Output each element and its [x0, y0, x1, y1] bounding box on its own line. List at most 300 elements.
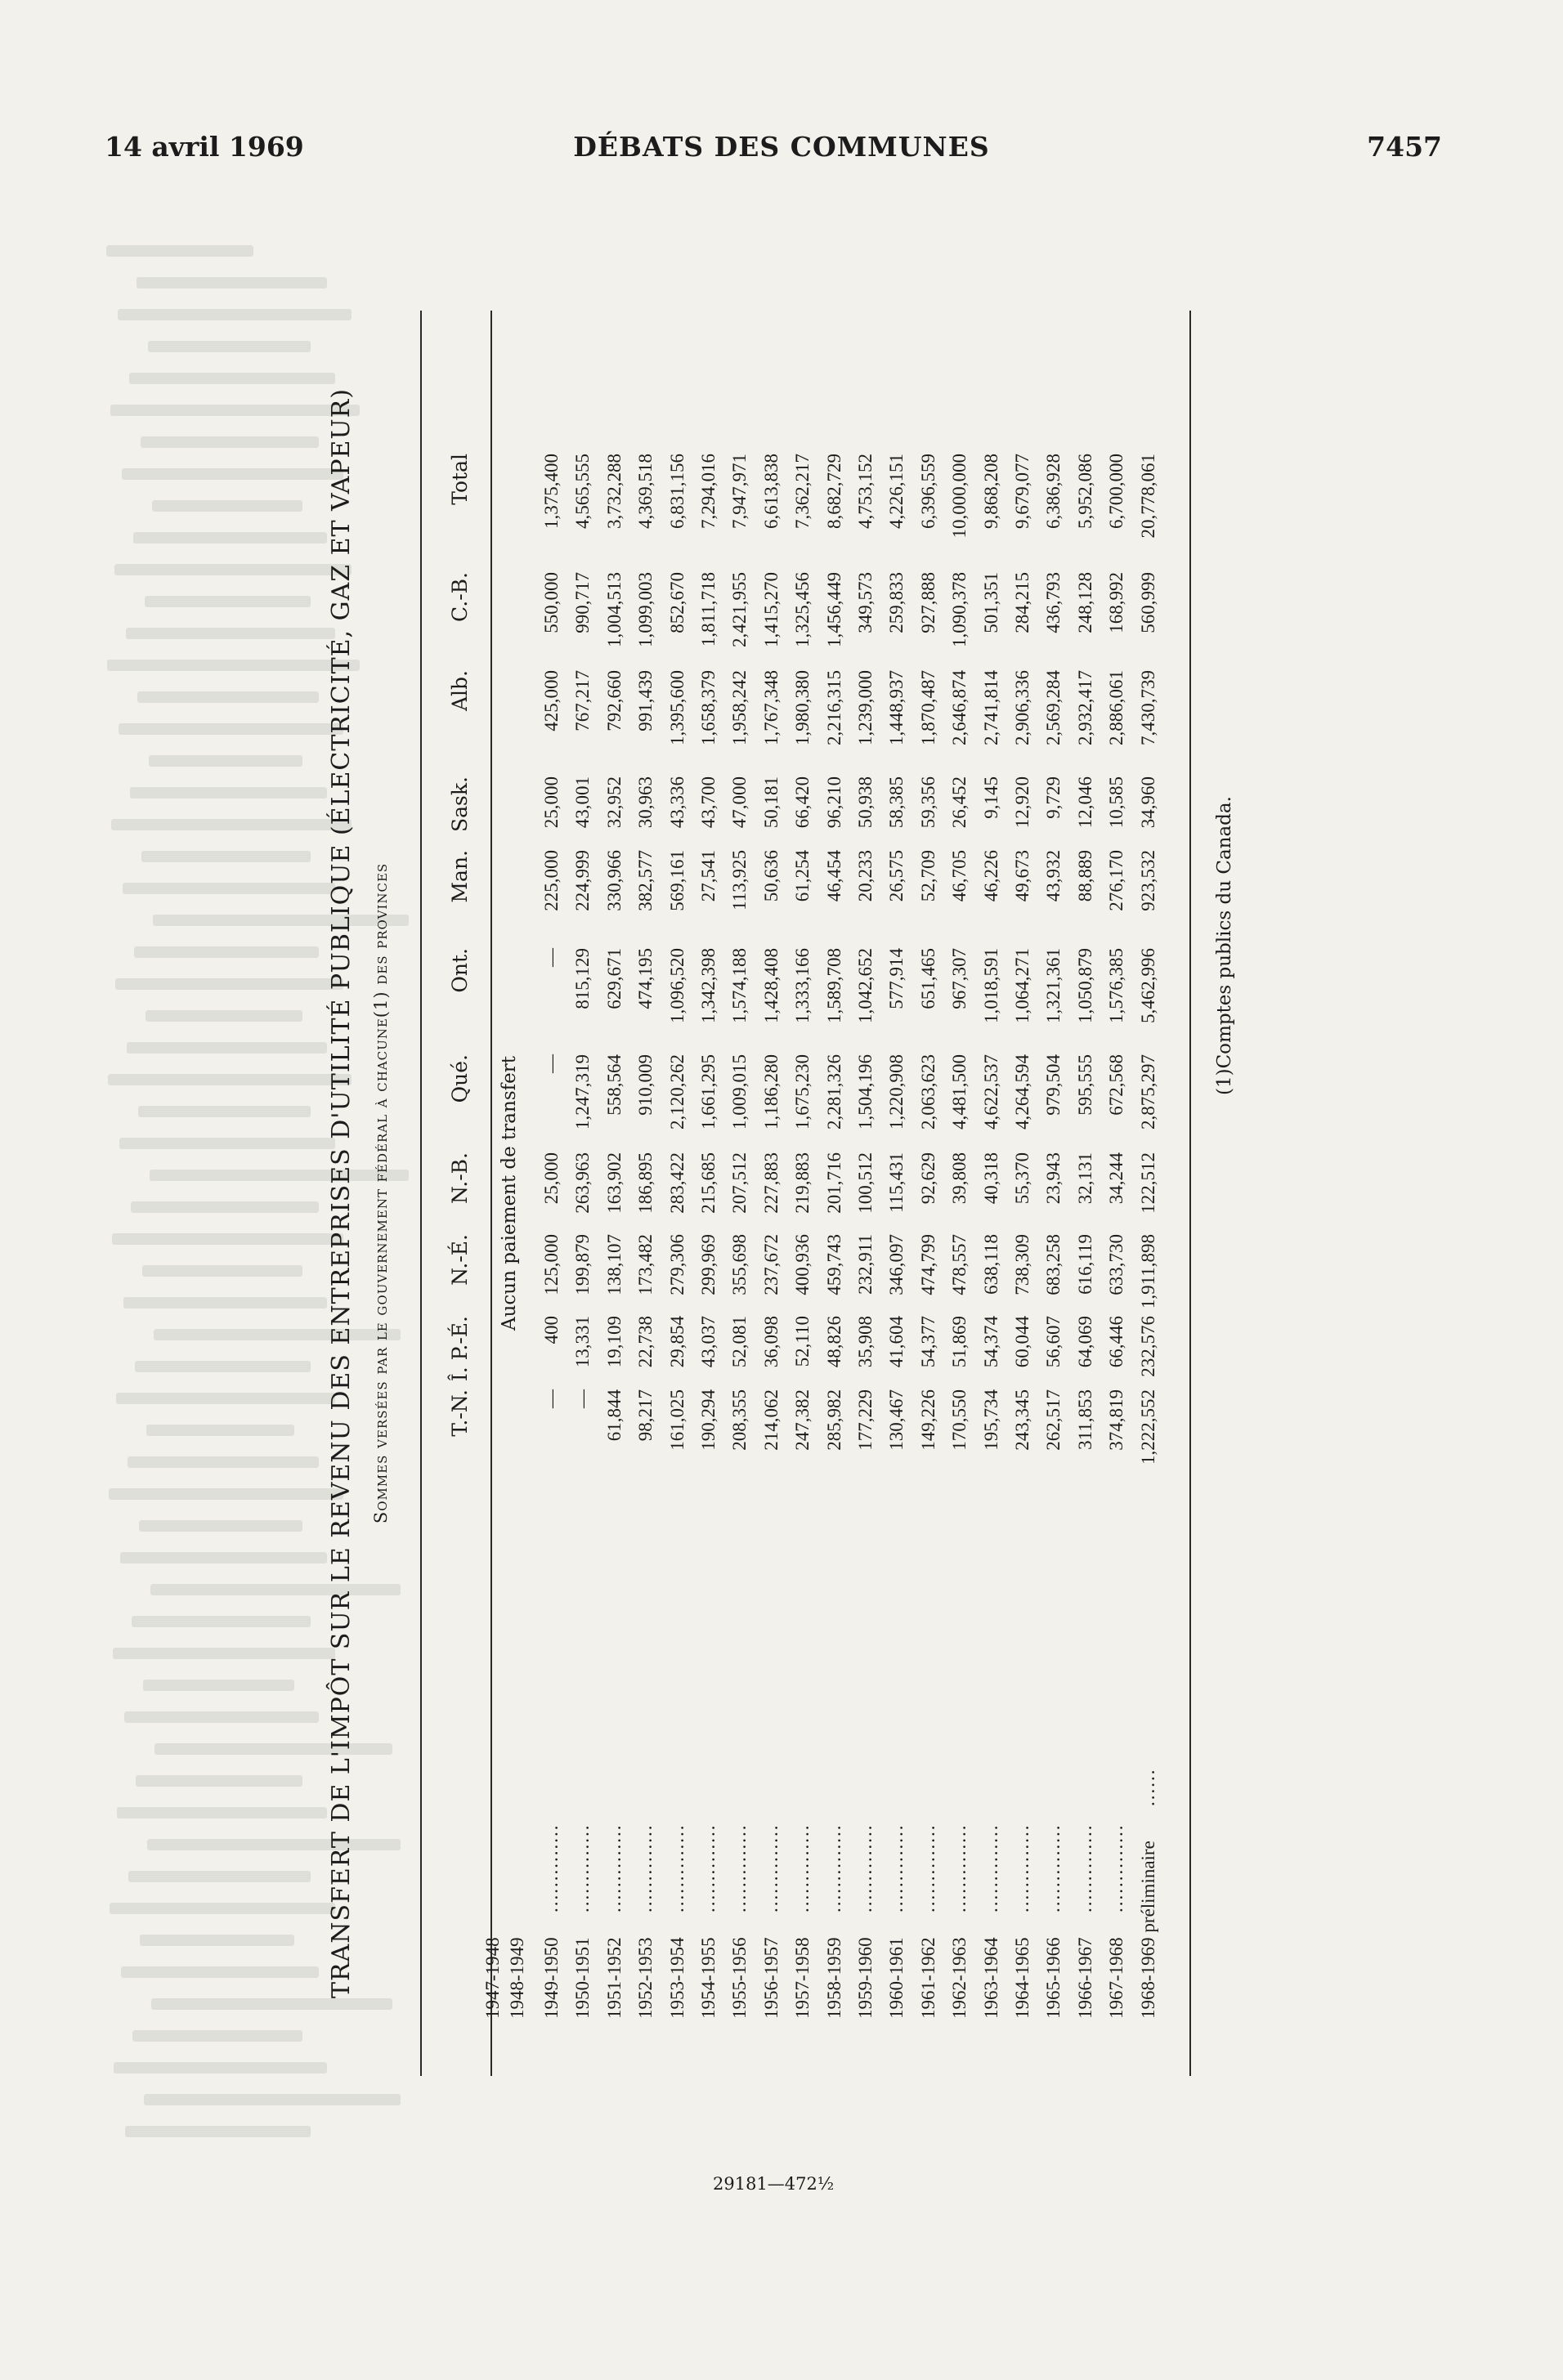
cell-value: 27,541 — [698, 850, 719, 902]
table-row — [761, 311, 789, 2076]
cell-value: 34,244 — [1106, 1152, 1127, 1205]
cell-value: 9,679,077 — [1012, 454, 1032, 529]
cell-value: 569,161 — [666, 850, 687, 911]
cell-value: 311,853 — [1074, 1389, 1095, 1450]
leader-dots: .............. — [666, 1823, 687, 1912]
cell-value: 46,454 — [823, 850, 844, 902]
cell-value: 1,767,348 — [760, 670, 782, 745]
cell-value: 1,220,908 — [886, 1054, 907, 1130]
cell-value: 195,734 — [980, 1389, 1001, 1451]
cell-value: 478,557 — [949, 1234, 970, 1295]
cell-value: 12,920 — [1012, 776, 1032, 829]
page-header — [0, 131, 1563, 180]
table-row — [981, 311, 1009, 2076]
cell-value: 279,306 — [666, 1234, 687, 1295]
cell-value: 991,439 — [635, 670, 656, 731]
cell-value: 6,700,000 — [1106, 454, 1127, 529]
cell-value: 285,982 — [823, 1389, 844, 1451]
table-row — [635, 311, 663, 2076]
cell-value: 299,969 — [698, 1234, 719, 1295]
rotated-table — [327, 311, 1251, 2076]
cell-value: 243,345 — [1012, 1389, 1032, 1451]
leader-dots: .............. — [823, 1823, 844, 1912]
cell-value: 2,281,326 — [823, 1054, 844, 1130]
table-row — [792, 311, 820, 2076]
cell-value: 979,504 — [1043, 1054, 1064, 1116]
cell-value: 330,966 — [603, 850, 625, 911]
table-row — [1075, 311, 1103, 2076]
cell-value: 2,120,262 — [666, 1054, 687, 1130]
table-row — [604, 311, 632, 2076]
cell-value: 2,932,417 — [1074, 670, 1095, 745]
cell-value: 61,844 — [603, 1389, 625, 1442]
cell-value: 20,778,061 — [1137, 454, 1158, 539]
table-row — [729, 311, 757, 2076]
cell-value: 237,672 — [760, 1234, 782, 1295]
cell-value: 638,118 — [980, 1234, 1001, 1295]
cell-value: 46,705 — [949, 850, 970, 902]
cell-value: 2,569,284 — [1043, 670, 1064, 745]
cell-value: 1,321,361 — [1043, 948, 1064, 1023]
cell-value: 1,576,385 — [1106, 948, 1127, 1023]
row-year: 1965-1966 — [1043, 1937, 1064, 2019]
cell-value: 52,110 — [792, 1316, 813, 1367]
cell-value: 1,099,003 — [635, 572, 656, 647]
cell-value: 501,351 — [980, 572, 1001, 633]
cell-value: 2,906,336 — [1012, 670, 1032, 745]
cell-value: 43,037 — [698, 1316, 719, 1368]
table-rule-top — [420, 311, 422, 2076]
cell-value: 227,883 — [760, 1152, 782, 1214]
cell-value: 2,646,874 — [949, 670, 970, 745]
cell-value: 1,325,456 — [792, 572, 813, 647]
cell-value: 558,564 — [603, 1054, 625, 1116]
row-year: 1968-1969 préliminaire — [1137, 1841, 1158, 2019]
leader-dots: .............. — [886, 1823, 907, 1912]
cell-value: 50,636 — [760, 850, 782, 902]
cell-value: 1,456,449 — [823, 572, 844, 647]
leader-dots: .............. — [1106, 1823, 1127, 1912]
cell-value: 1,911,898 — [1137, 1234, 1158, 1309]
cell-value: 30,963 — [635, 776, 656, 829]
cell-value: 629,671 — [603, 948, 625, 1009]
row-year: 1961-1962 — [917, 1937, 938, 2019]
cell-value: 32,131 — [1074, 1152, 1095, 1205]
cell-value: 910,009 — [635, 1054, 656, 1116]
cell-value: 5,462,996 — [1137, 948, 1158, 1023]
cell-value: 173,482 — [635, 1234, 656, 1295]
cell-value: 767,217 — [572, 670, 593, 731]
cell-value: 23,943 — [1043, 1152, 1064, 1205]
cell-value: 5,952,086 — [1074, 454, 1095, 529]
cell-value: 2,063,623 — [917, 1054, 938, 1130]
cell-value: 1,870,487 — [917, 670, 938, 745]
cell-value: 1,675,230 — [792, 1054, 813, 1130]
cell-value: 633,730 — [1106, 1234, 1127, 1295]
cell-value: 248,128 — [1074, 572, 1095, 633]
table-row — [667, 311, 695, 2076]
leader-dots: .............. — [729, 1823, 750, 1912]
row-year: 1950-1951 — [572, 1937, 593, 2019]
cell-value: 19,109 — [603, 1316, 625, 1368]
cell-value: 7,430,739 — [1137, 670, 1158, 745]
table-row — [572, 311, 600, 2076]
cell-value: 651,465 — [917, 948, 938, 1009]
cell-value: 113,925 — [729, 850, 750, 910]
cell-value: 577,914 — [886, 948, 907, 1009]
cell-value: 29,854 — [666, 1316, 687, 1368]
cell-value: 122,512 — [1137, 1152, 1158, 1214]
cell-value: 163,902 — [603, 1152, 625, 1214]
cell-value: 1,448,937 — [886, 670, 907, 745]
leader-dots: .............. — [541, 1823, 562, 1912]
cell-value: 130,467 — [886, 1389, 907, 1451]
cell-value: 3,732,288 — [603, 454, 625, 529]
table-row — [1043, 311, 1071, 2076]
cell-value: 10,585 — [1106, 776, 1127, 829]
cell-value: 1,333,166 — [792, 948, 813, 1023]
cell-value: 149,226 — [917, 1389, 938, 1451]
cell-value: 41,604 — [886, 1316, 907, 1368]
cell-value: 815,129 — [572, 948, 593, 1009]
cell-value: 1,395,600 — [666, 670, 687, 745]
cell-value: 66,420 — [792, 776, 813, 829]
cell-value: 39,808 — [949, 1152, 970, 1205]
cell-value: 40,318 — [980, 1152, 1001, 1205]
row-year: 1962-1963 — [949, 1937, 970, 2019]
header-title: DÉBATS DES COMMUNES — [573, 131, 990, 163]
cell-value: 852,670 — [666, 572, 687, 633]
cell-value: 374,819 — [1106, 1389, 1127, 1451]
table-row — [1012, 311, 1040, 2076]
leader-dots: .............. — [1012, 1823, 1032, 1912]
no-transfer-note: Aucun paiement de transfert — [499, 1056, 520, 1331]
cell-value: 4,622,537 — [980, 1054, 1001, 1130]
cell-value: 64,069 — [1074, 1316, 1095, 1368]
row-year: 1951-1952 — [603, 1937, 625, 2019]
table-row — [824, 311, 852, 2076]
cell-value: 247,382 — [792, 1389, 813, 1451]
cell-value: 51,869 — [949, 1316, 970, 1368]
cell-value: 1,247,319 — [572, 1054, 593, 1130]
cell-value: 1,239,000 — [855, 670, 876, 745]
cell-value: 60,044 — [1012, 1316, 1032, 1368]
leader-dots: .............. — [635, 1823, 656, 1912]
table-row — [886, 311, 914, 2076]
cell-value: 88,889 — [1074, 850, 1095, 902]
cell-value: 1,980,380 — [792, 670, 813, 745]
row-year: 1963-1964 — [980, 1937, 1001, 2019]
cell-value: 43,700 — [698, 776, 719, 829]
cell-value: 1,811,718 — [698, 572, 719, 647]
cell-value: 400 — [541, 1316, 562, 1344]
cell-value: 8,682,729 — [823, 454, 844, 529]
table-row — [949, 311, 977, 2076]
cell-value: 967,307 — [949, 948, 970, 1009]
cell-value: 2,216,315 — [823, 670, 844, 745]
cell-value: 1,018,591 — [980, 948, 1001, 1023]
cell-value: 9,729 — [1043, 776, 1064, 819]
cell-value: 214,062 — [760, 1389, 782, 1451]
cell-value: 50,181 — [760, 776, 782, 829]
column-header: N.-É. — [448, 1234, 472, 1286]
column-header: Total — [448, 454, 472, 505]
cell-value: 672,568 — [1106, 1054, 1127, 1116]
cell-value: 474,799 — [917, 1234, 938, 1295]
header-page-number: 7457 — [1367, 131, 1442, 163]
cell-value: 9,145 — [980, 776, 1001, 819]
cell-value: 25,000 — [541, 776, 562, 829]
table-row — [541, 311, 569, 2076]
table-row — [698, 311, 726, 2076]
cell-value: 1,342,398 — [698, 948, 719, 1023]
cell-value: 43,001 — [572, 776, 593, 829]
cell-value: 1,090,378 — [949, 572, 970, 647]
cell-value: 52,709 — [917, 850, 938, 902]
table-subtitle: Sommes versées par le gouvernement fédéral à chacune(1) des provinces — [371, 862, 391, 1524]
cell-value: 215,685 — [698, 1152, 719, 1214]
table-row — [1138, 311, 1166, 2076]
row-year: 1952-1953 — [635, 1937, 656, 2019]
table-row — [918, 311, 946, 2076]
cell-value: 54,377 — [917, 1316, 938, 1368]
cell-value: 36,098 — [760, 1316, 782, 1368]
cell-value: 232,576 — [1137, 1316, 1158, 1377]
cell-value: 1,658,379 — [698, 670, 719, 745]
cell-value: 2,875,297 — [1137, 1054, 1158, 1130]
cell-value: 1,186,280 — [760, 1054, 782, 1130]
cell-value: 4,369,518 — [635, 454, 656, 529]
cell-value: 34,960 — [1137, 776, 1158, 829]
leader-dots: .............. — [572, 1823, 593, 1912]
cell-value: 7,362,217 — [792, 454, 813, 529]
cell-value: 10,000,000 — [949, 454, 970, 539]
cell-value: 792,660 — [603, 670, 625, 731]
cell-value: 186,895 — [635, 1152, 656, 1214]
cell-value: 207,512 — [729, 1152, 750, 1214]
cell-value: 346,097 — [886, 1234, 907, 1295]
row-year: 1957-1958 — [792, 1937, 813, 2019]
column-header: Sask. — [448, 776, 472, 832]
table-title: TRANSFERT DE L'IMPÔT SUR LE REVENU DES ENTREPRISES D'UTILITÉ PUBLIQUE (ÉLECTRICITÉ, GAZ ET VAPEUR) — [327, 388, 356, 1998]
row-year: 1967-1968 — [1106, 1937, 1127, 2019]
leader-dots: .............. — [603, 1823, 625, 1912]
cell-value: 382,577 — [635, 850, 656, 911]
cell-value: 61,254 — [792, 850, 813, 902]
cell-value: 1,004,513 — [603, 572, 625, 647]
column-header: T.-N. — [448, 1389, 472, 1437]
cell-value: 2,421,955 — [729, 572, 750, 647]
table-row — [855, 311, 883, 2076]
cell-value: 26,452 — [949, 776, 970, 829]
cell-value: 595,555 — [1074, 1054, 1095, 1116]
column-header: Alb. — [448, 670, 472, 711]
cell-value: 177,229 — [855, 1389, 876, 1451]
cell-value: 125,000 — [541, 1234, 562, 1295]
cell-value: 161,025 — [666, 1389, 687, 1451]
row-year: 1955-1956 — [729, 1937, 750, 2019]
row-year: 1959-1960 — [855, 1937, 876, 2019]
header-date: 14 avril 1969 — [105, 131, 304, 163]
cell-value: 12,046 — [1074, 776, 1095, 829]
cell-value: 170,550 — [949, 1389, 970, 1451]
leader-dots: ...... — [1137, 1768, 1158, 1806]
leader-dots: .............. — [855, 1823, 876, 1912]
cell-value: 32,952 — [603, 776, 625, 829]
cell-value: 92,629 — [917, 1152, 938, 1205]
cell-value: 6,613,838 — [760, 454, 782, 529]
table-footnote: (1)Comptes publics du Canada. — [1214, 796, 1235, 1095]
cell-value: 199,879 — [572, 1234, 593, 1295]
cell-value: 225,000 — [541, 850, 562, 911]
cell-value: 190,294 — [698, 1389, 719, 1451]
cell-value: 1,222,552 — [1137, 1389, 1158, 1465]
cell-value: 1,096,520 — [666, 948, 687, 1023]
cell-value: 6,831,156 — [666, 454, 687, 529]
row-year: 1958-1959 — [823, 1937, 844, 2019]
column-header: Î. P.-É. — [448, 1316, 472, 1382]
cell-value: 1,428,408 — [760, 948, 782, 1023]
cell-value: 98,217 — [635, 1389, 656, 1442]
cell-value: 66,446 — [1106, 1316, 1127, 1368]
cell-value: 616,119 — [1074, 1234, 1095, 1295]
cell-value: 48,826 — [823, 1316, 844, 1368]
cell-value: 22,738 — [635, 1316, 656, 1368]
cell-value: 400,936 — [792, 1234, 813, 1295]
cell-value: 56,607 — [1043, 1316, 1064, 1368]
cell-value: 550,000 — [541, 572, 562, 633]
cell-value: 58,385 — [886, 776, 907, 829]
cell-value: 168,992 — [1106, 572, 1127, 633]
cell-value: 9,868,208 — [980, 454, 1001, 529]
cell-value: 259,833 — [886, 572, 907, 633]
cell-value: 425,000 — [541, 670, 562, 731]
column-header: Qué. — [448, 1054, 472, 1103]
table-rule-bottom — [1189, 311, 1191, 2076]
cell-value: 1,574,188 — [729, 948, 750, 1023]
cell-value: 927,888 — [917, 572, 938, 633]
cell-value: 35,908 — [855, 1316, 876, 1368]
cell-value: 4,226,151 — [886, 454, 907, 529]
cell-value: 96,210 — [823, 776, 844, 829]
cell-value: 2,886,061 — [1106, 670, 1127, 745]
cell-value: 7,294,016 — [698, 454, 719, 529]
leader-dots: .............. — [980, 1823, 1001, 1912]
cell-value: 436,793 — [1043, 572, 1064, 633]
leader-dots: .............. — [1074, 1823, 1095, 1912]
cell-value: 283,422 — [666, 1152, 687, 1214]
leader-dots: .............. — [949, 1823, 970, 1912]
cell-value: 1,042,652 — [855, 948, 876, 1023]
cell-value: 1,589,708 — [823, 948, 844, 1023]
column-header: Man. — [448, 850, 472, 903]
cell-value: 262,517 — [1043, 1389, 1064, 1451]
column-header: Ont. — [448, 948, 472, 993]
cell-value: 115,431 — [886, 1152, 907, 1213]
leader-dots: .............. — [917, 1823, 938, 1912]
row-year: 1954-1955 — [698, 1937, 719, 2019]
row-year: 1953-1954 — [666, 1937, 687, 2019]
leader-dots: .............. — [760, 1823, 782, 1912]
cell-value: 232,911 — [855, 1234, 876, 1295]
cell-value: 4,481,500 — [949, 1054, 970, 1130]
cell-value: — — [541, 1389, 562, 1408]
cell-value: — — [572, 1389, 593, 1408]
cell-value: 224,999 — [572, 850, 593, 911]
column-header: N.-B. — [448, 1152, 472, 1204]
cell-value: 349,573 — [855, 572, 876, 633]
cell-value: 284,215 — [1012, 572, 1032, 633]
cell-value: 25,000 — [541, 1152, 562, 1205]
leader-dots: .............. — [698, 1823, 719, 1912]
cell-value: 474,195 — [635, 948, 656, 1009]
row-year: 1964-1965 — [1012, 1937, 1032, 2019]
no-transfer-year: 1947-1948 — [482, 1937, 503, 2019]
cell-value: — — [541, 948, 562, 967]
cell-value: 47,000 — [729, 776, 750, 829]
cell-value: 1,064,271 — [1012, 948, 1032, 1023]
footer-code: 29181—472½ — [713, 2174, 835, 2194]
cell-value: 100,512 — [855, 1152, 876, 1214]
row-year: 1956-1957 — [760, 1937, 782, 2019]
cell-value: 738,309 — [1012, 1234, 1032, 1295]
row-year: 1960-1961 — [886, 1937, 907, 2019]
cell-value: 201,716 — [823, 1152, 844, 1214]
cell-value: 355,698 — [729, 1234, 750, 1295]
cell-value: 1,415,270 — [760, 572, 782, 647]
cell-value: 683,258 — [1043, 1234, 1064, 1295]
cell-value: 1,958,242 — [729, 670, 750, 745]
cell-value: 219,883 — [792, 1152, 813, 1214]
cell-value: 1,661,295 — [698, 1054, 719, 1130]
cell-value: 43,336 — [666, 776, 687, 829]
cell-value: 263,963 — [572, 1152, 593, 1214]
column-header: C.-B. — [448, 572, 472, 622]
cell-value: 2,741,814 — [980, 670, 1001, 745]
cell-value: 1,050,879 — [1074, 948, 1095, 1023]
cell-value: 208,355 — [729, 1389, 750, 1451]
cell-value: 923,532 — [1137, 850, 1158, 911]
cell-value: 990,717 — [572, 572, 593, 633]
cell-value: 43,932 — [1043, 850, 1064, 902]
cell-value: — — [541, 1054, 562, 1073]
leader-dots: .............. — [1043, 1823, 1064, 1912]
row-year: 1949-1950 — [541, 1937, 562, 2019]
cell-value: 1,009,015 — [729, 1054, 750, 1130]
cell-value: 1,504,196 — [855, 1054, 876, 1130]
cell-value: 6,396,559 — [917, 454, 938, 529]
cell-value: 50,938 — [855, 776, 876, 829]
table-row — [1106, 311, 1134, 2076]
cell-value: 13,331 — [572, 1316, 593, 1368]
cell-value: 46,226 — [980, 850, 1001, 902]
cell-value: 1,375,400 — [541, 454, 562, 529]
cell-value: 54,374 — [980, 1316, 1001, 1368]
cell-value: 4,565,555 — [572, 454, 593, 529]
cell-value: 560,999 — [1137, 572, 1158, 633]
cell-value: 49,673 — [1012, 850, 1032, 902]
cell-value: 26,575 — [886, 850, 907, 902]
cell-value: 4,753,152 — [855, 454, 876, 529]
cell-value: 459,743 — [823, 1234, 844, 1295]
cell-value: 55,370 — [1012, 1152, 1032, 1205]
cell-value: 52,081 — [729, 1316, 750, 1368]
cell-value: 59,356 — [917, 776, 938, 829]
cell-value: 138,107 — [603, 1234, 625, 1295]
cell-value: 20,233 — [855, 850, 876, 902]
cell-value: 6,386,928 — [1043, 454, 1064, 529]
cell-value: 4,264,594 — [1012, 1054, 1032, 1130]
